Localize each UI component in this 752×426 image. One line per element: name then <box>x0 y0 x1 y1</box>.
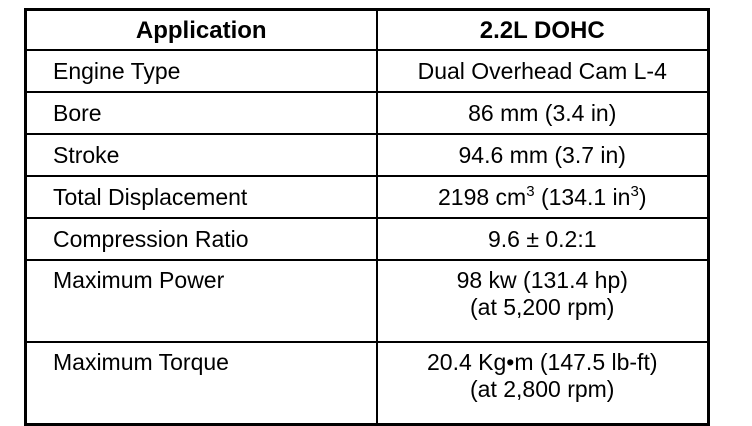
row-value-maximum-power <box>377 260 709 342</box>
row-label-engine-type: Engine Type <box>26 50 377 92</box>
table-row <box>26 92 709 134</box>
displacement-ci-exponent: 3 <box>630 182 639 200</box>
displacement-cc-exponent: 3 <box>526 182 535 200</box>
row-label-maximum-torque: Maximum Torque <box>26 342 377 425</box>
header-engine-model: 2.2L DOHC <box>377 10 709 51</box>
max-torque-value: 20.4 Kg•m (147.5 lb-ft) <box>427 349 658 375</box>
max-torque-rpm: (at 2,800 rpm) <box>470 376 615 402</box>
displacement-cc: 2198 cm <box>438 183 527 210</box>
row-value-total-displacement <box>377 176 709 218</box>
row-value-bore: 86 mm (3.4 in) <box>377 92 709 134</box>
row-value-engine-type: Dual Overhead Cam L-4 <box>377 50 709 92</box>
table-row <box>26 218 709 260</box>
row-label-total-displacement: Total Displacement <box>26 176 377 218</box>
displacement-close: ) <box>638 183 647 210</box>
row-label-bore: Bore <box>26 92 377 134</box>
max-power-value: 98 kw (131.4 hp) <box>456 267 628 293</box>
engine-spec-table <box>24 8 710 426</box>
table-header-row <box>26 10 709 51</box>
displacement-ci: (134.1 in <box>534 183 631 210</box>
row-label-compression-ratio: Compression Ratio <box>26 218 377 260</box>
max-power-rpm: (at 5,200 rpm) <box>470 294 615 320</box>
row-value-compression-ratio: 9.6 ± 0.2:1 <box>377 218 709 260</box>
table-row <box>26 134 709 176</box>
table-row <box>26 50 709 92</box>
row-label-maximum-power: Maximum Power <box>26 260 377 342</box>
row-label-stroke: Stroke <box>26 134 377 176</box>
table-row <box>26 176 709 218</box>
table-row <box>26 342 709 425</box>
table-row <box>26 260 709 342</box>
row-value-maximum-torque <box>377 342 709 425</box>
header-application: Application <box>26 10 377 51</box>
row-value-stroke: 94.6 mm (3.7 in) <box>377 134 709 176</box>
